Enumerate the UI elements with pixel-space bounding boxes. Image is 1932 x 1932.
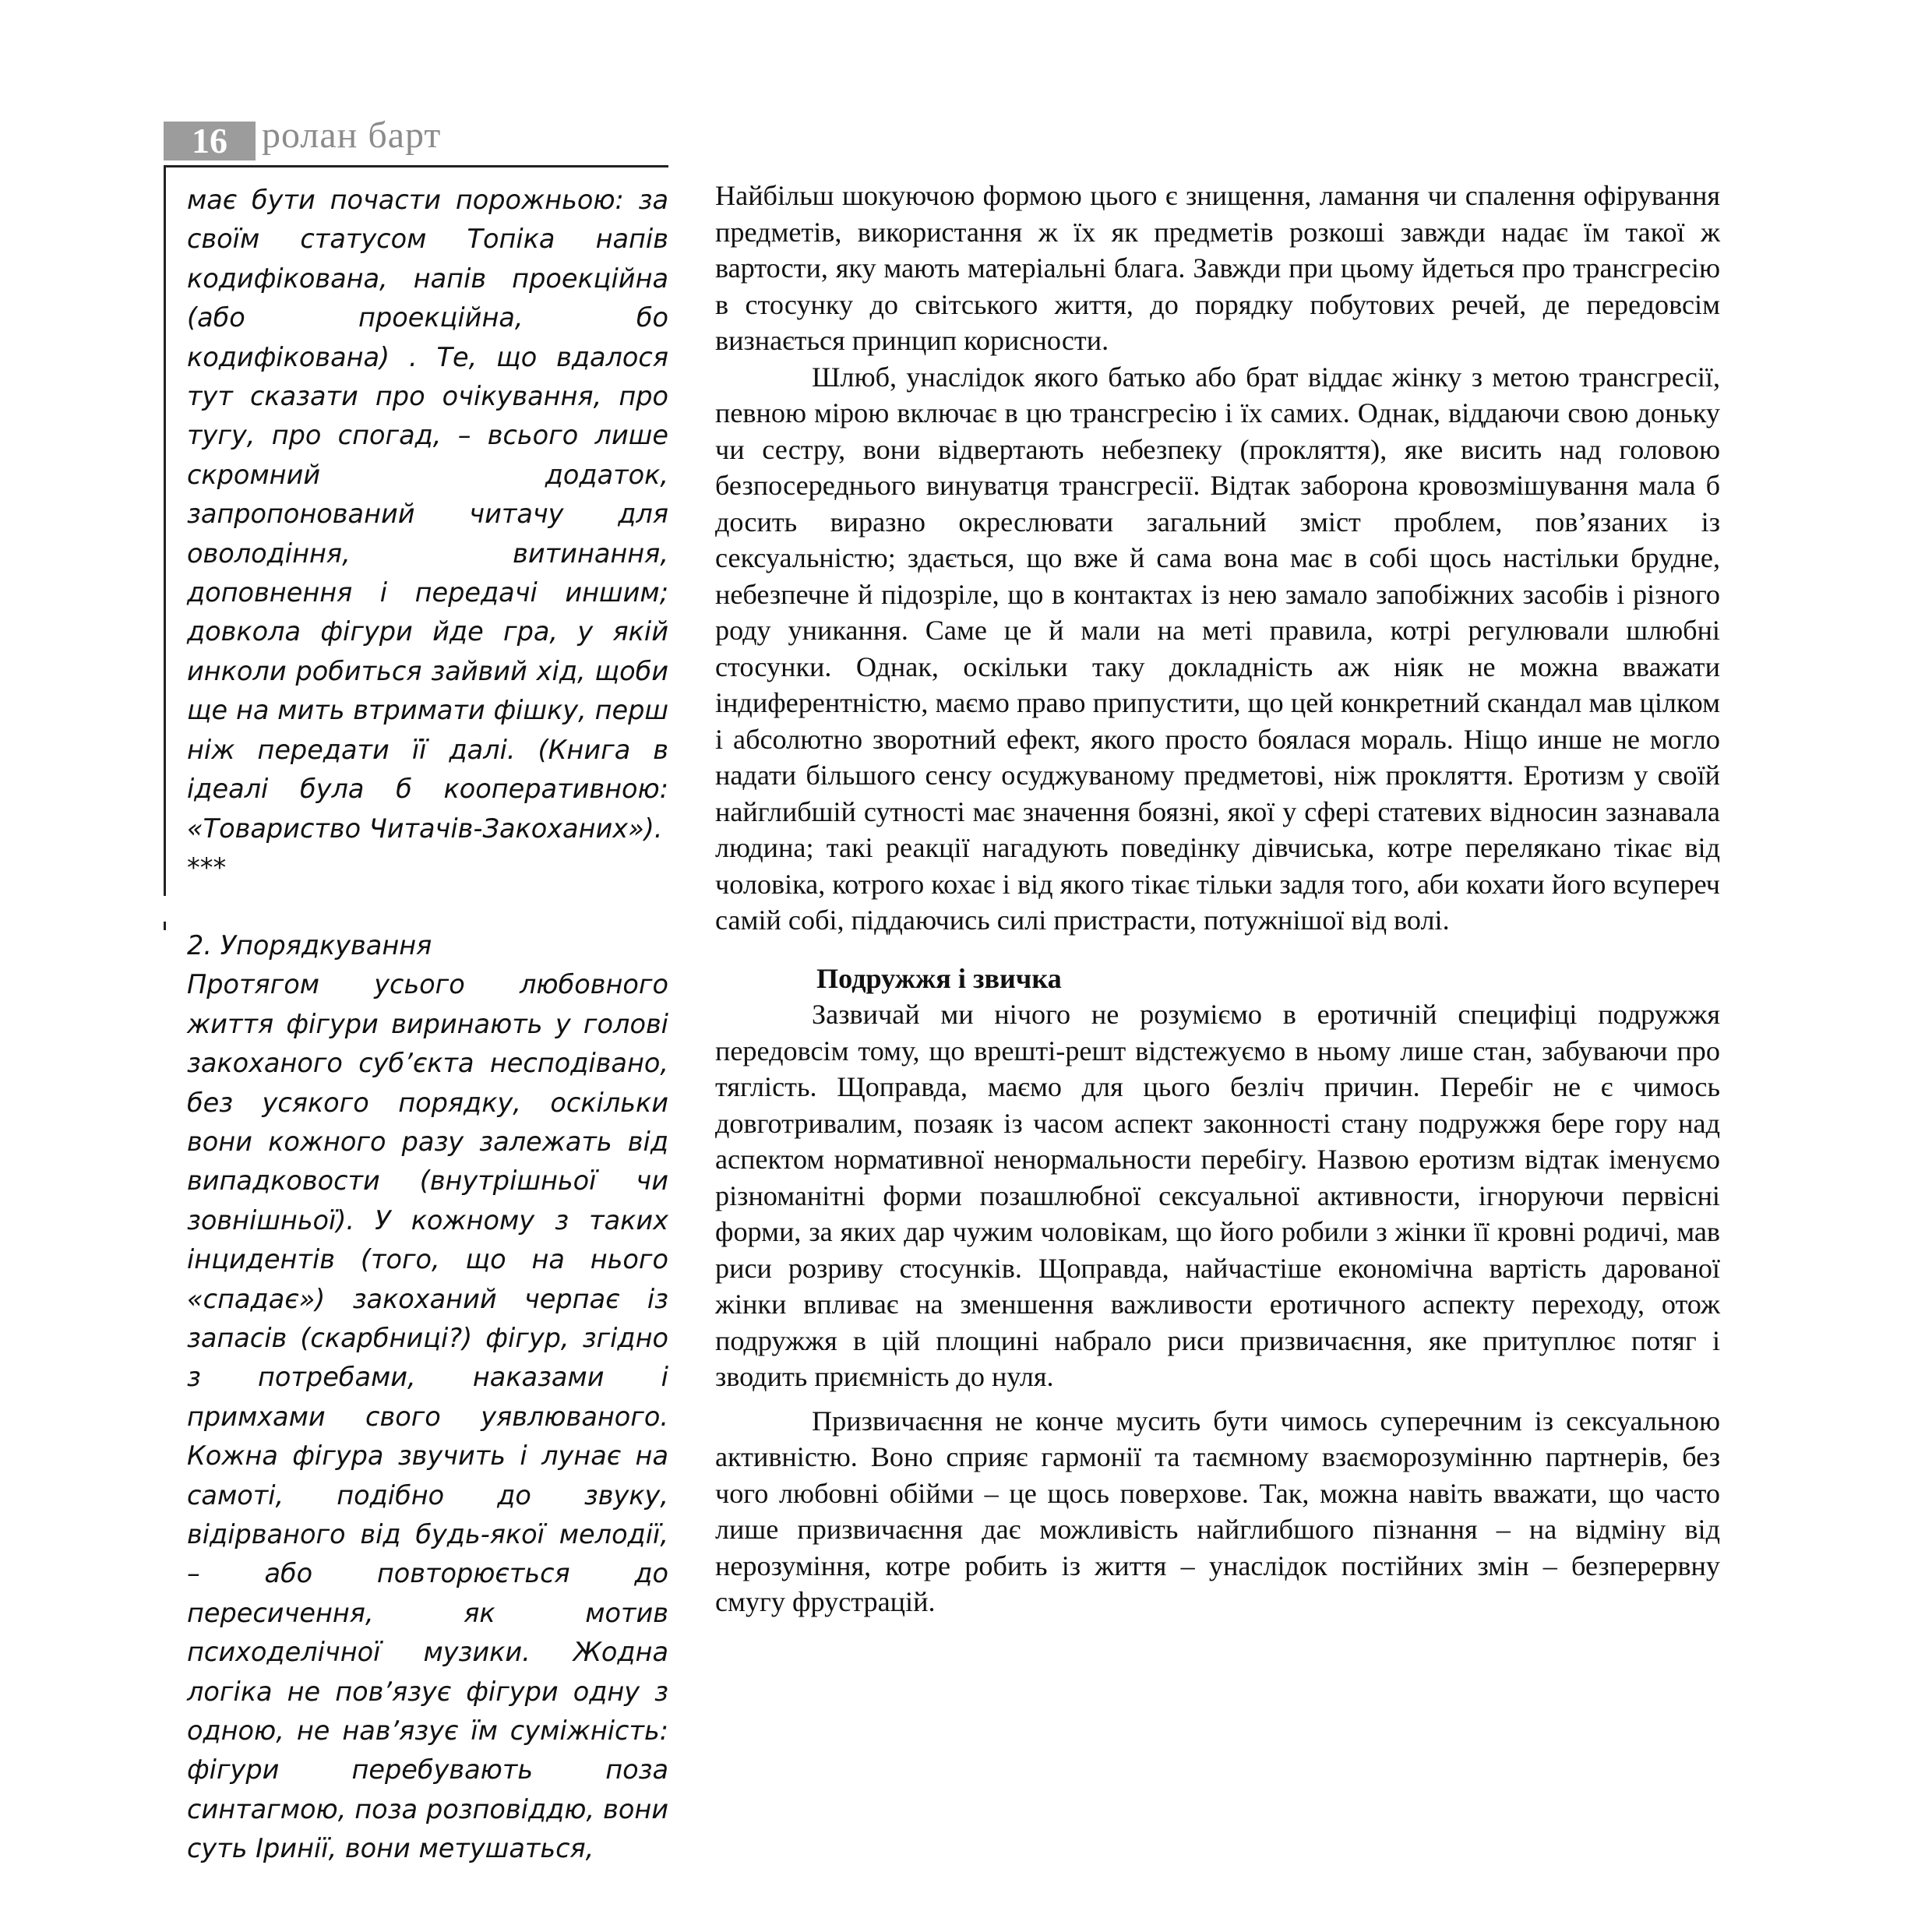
section-separator: *** xyxy=(187,851,227,883)
sidebar-paragraph: має бути почасти порожньою: за своїм статусом Топіка напів кодифікована, напів проекційна (або проекційна, бо кодифікована) . Те, що вдалося тут сказати про очікування, про тугу, про спогад, – всього лише скромний додаток, запропонований читачу для оволодіння, витинання, доповнення і передачі иншим; довкола фігури йде гра, у якій инколи робиться зайвий хід, щоби ще на мить втримати фішку, перш ніж передати її далі. (Книга в ідеалі була б кооперативною: «Товариство Читачів-Закоханих»). xyxy=(187,185,668,844)
body-paragraph: Зазвичай ми нічого не розуміємо в еротичній специфіці подружжя передовсім тому, що врешті-решт відстежуємо в ньому лише стан, забуваючи про тяглість. Щоправда, маємо для цього безліч причин. Перебіг не є чимось довготривалим, позаяк із часом аспект законності стану подружжя бере гору над аспектом нормативної ненормальности перебігу. Назвою еротизм відтак іменуємо різноманітні форми позашлюбної сексуальної активности, ігноруючи первісні форми, за яких дар чужим чоловікам, що його робили з жінки її кровні родичі, мав риси розриву стосунків. Щоправда, найчастіше економічна вартість дарованої жінки впливає на зменшення важливости еротичного аспекту переходу, отож подружжя в цій площині набрало риси призвичаєння, яке притуплює потяг і зводить приємність до нуля. xyxy=(715,999,1720,1392)
running-title: ролан барт xyxy=(262,115,442,156)
spacer xyxy=(187,887,668,926)
body-paragraph: Шлюб, унаслідок якого батько або брат віддає жінку з метою трансгресії, певною мірою включає в цю трансгресію і їх самих. Однак, віддаючи свою доньку чи сестру, вони відвертають небезпеку (прокляття), яке висить над головою безпосереднього винуватця трансгресії. Відтак заборона кровозмішування мала б досить виразно окреслювати загальний зміст проблем, пов’язаних із сексуальністю; здається, що вже й сама вона має в собі щось настільки брудне, небезпечне й підозріле, що в контактах із нею замало запобіжних засобів і різного роду уникання. Саме це й мали на меті правила, котрі регулювали шлюбні стосунки. Однак, оскільки таку докладність аж ніяк не можна вважати індиферентністю, маємо право припустити, що цей конкретний скандал мав цілком і абсолютно зворотний ефект, якого просто боялася мораль. Ніщо инше не могло надати більшого сенсу осуджуваному предметові, ніж прокляття. Еротизм у своїй найглибшій сутності має значення боязні, якої у сфері статевих відносин зазнавала людина; такі реакції нагадують поведінку дівчиська, котре перелякано тікає від чоловіка, котрого кохає і від якого тікає тільки задля того, аби кохати його всупереч самій собі, піддаючись силі пристрасти, потужнішої від волі. xyxy=(715,361,1720,936)
header-rule xyxy=(164,165,668,167)
sidebar-subheading: 2. Упорядкування xyxy=(187,929,432,961)
main-column xyxy=(715,178,1720,1620)
sidebar-column xyxy=(187,181,668,1869)
sidebar-rule-top xyxy=(164,165,166,896)
sidebar-rule-bottom xyxy=(164,922,166,930)
body-paragraph: Найбільш шокуючою формою цього є знищення, ламання чи спалення офірування предметів, використання ж їх як предметів розкоші завжди надає їм такої ж вартости, яку мають матеріальні блага. Завжди при цьому йдеться про трансгресію в стосунку до світського життя, до порядку побутових речей, де передовсім визнається принцип корисности. xyxy=(715,180,1720,356)
page-number: 16 xyxy=(164,122,256,160)
sidebar-paragraph: Протягом усього любовного життя фігури виринають у голові закоханого суб’єкта несподівано, без усякого порядку, оскільки вони кожного разу залежать від випадковости (внутрішньої чи зовнішньої). У кожному з таких інцидентів (того, що на нього «спадає») закоханий черпає із запасів (скарбниці?) фігур, згідно з потребами, наказами і примхами свого уявлюваного. Кожна фігура звучить і лунає на самоті, подібно до звуку, відірваного від будь-якої мелодії, – або повторюється до пересичення, як мотив психоделічної музики. Жодна логіка не пов’язує фігури одну з одною, не нав’язує їм суміжність: фігури перебувають поза синтагмою, поза розповіддю, вони суть Іринії, вони метушаться, xyxy=(187,969,668,1864)
section-title: Подружжя і звичка xyxy=(816,962,1062,994)
body-paragraph: Призвичаєння не конче мусить бути чимось суперечним із сексуальною активністю. Воно сприяє гармонії та таємному взаєморозумінню партнерів, без чого любовні обійми – це щось поверхове. Так, можна навіть вважати, що часто лише призвичаєння дає можливість найглибшого пізнання – на відміну від нерозуміння, котре робить із життя – унаслідок постійних змін – безперервну смугу фрустрацій. xyxy=(715,1405,1720,1617)
